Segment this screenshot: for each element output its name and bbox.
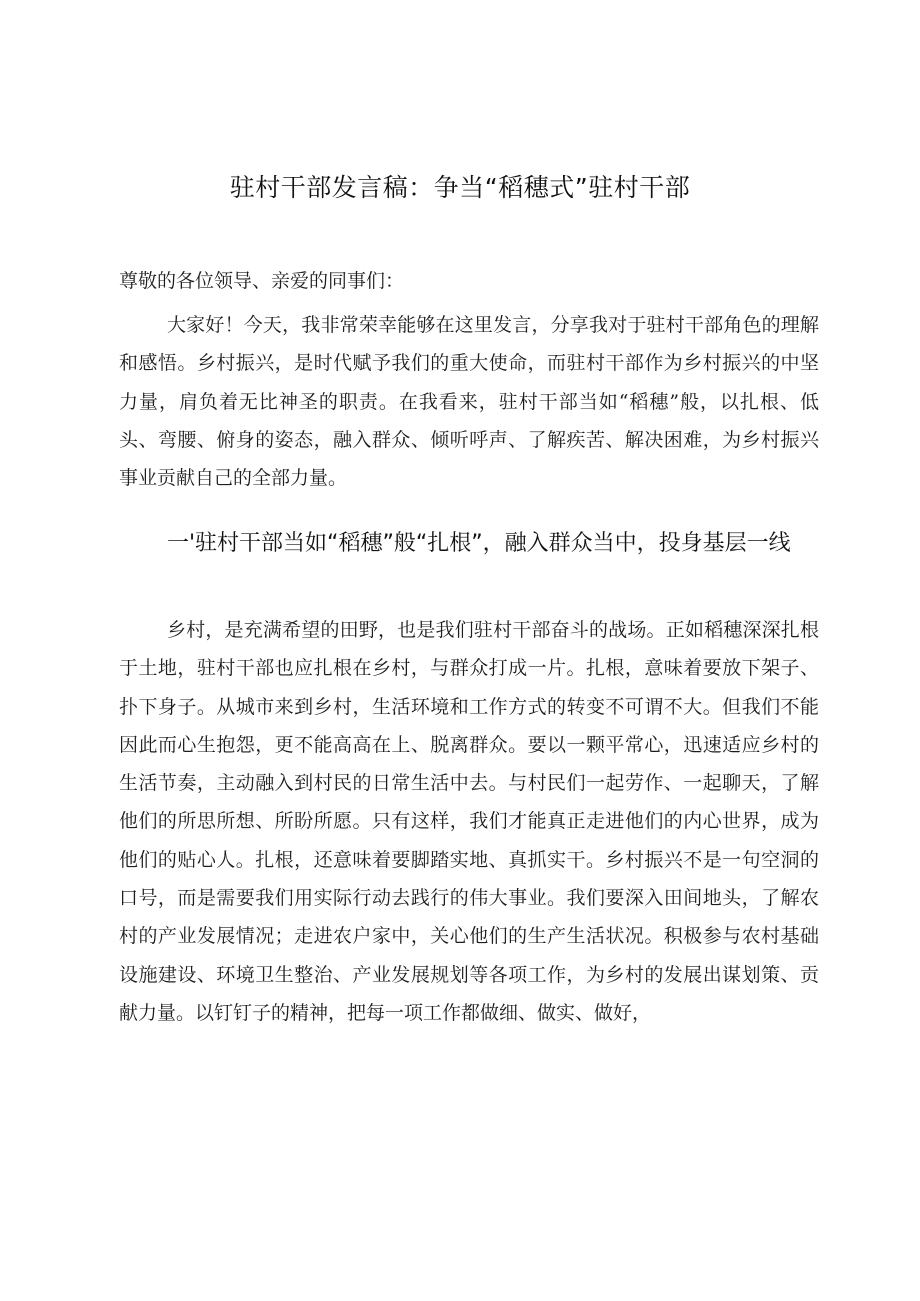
salutation: 尊敬的各位领导、亲爱的同事们： [119, 270, 405, 292]
section-heading: 一'驻村干部当如“稻穗”般“扎根”，融入群众当中，投身基层一线 [167, 531, 791, 556]
intro-paragraph: 大家好！今天，我非常荣幸能够在这里发言，分享我对于驻村干部角色的理解和感悟。乡村振兴，是时代赋予我们的重大使命，而驻村干部作为乡村振兴的中坚力量，肩负着无比神圣的职责。在我看来，驻村干部当如“稻穗”般，以扎根、低头、弯腰、俯身的姿态，融入群众、倾听呼声、了解疾苦、解决困难，为乡村振兴事业贡献自己的全部力量。 [119, 314, 819, 490]
section-paragraph: 乡村，是充满希望的田野，也是我们驻村干部奋斗的战场。正如稻穗深深扎根于土地，驻村干部也应扎根在乡村，与群众打成一片。扎根，意味着要放下架子、扑下身子。从城市来到乡村，生活环境和工作方式的转变不可谓不大。但我们不能因此而心生抱怨，更不能高高在上、脱离群众。要以一颗平常心，迅速适应乡村的生活节奏，主动融入到村民的日常生活中去。与村民们一起劳作、一起聊天，了解他们的所思所想、所盼所愿。只有这样，我们才能真正走进他们的内心世界，成为他们的贴心人。扎根，还意味着要脚踏实地、真抓实干。乡村振兴不是一句空洞的口号，而是需要我们用实际行动去践行的伟大事业。我们要深入田间地头，了解农村的产业发展情况；走进农户家中，关心他们的生产生活状况。积极参与农村基础设施建设、环境卫生整治、产业发展规划等各项工作，为乡村的发展出谋划策、贡献力量。以钉钉子的精神，把每一项工作都做细、做实、做好， [119, 619, 819, 1024]
document-title: 驻村干部发言稿：争当“稻穗式”驻村干部 [229, 173, 691, 202]
